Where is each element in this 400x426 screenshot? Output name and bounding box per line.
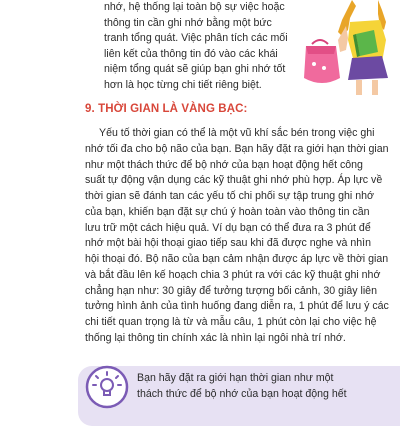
body-line: suất tự động vận dụng các kỹ thuật ghi nhớ phù hợp. Áp lực về xyxy=(85,174,383,187)
section-heading: 9. THỜI GIAN LÀ VÀNG BẠC: xyxy=(85,103,248,115)
body-line: nhớ tối đa cho bộ não của bạn. Bạn hãy đặt ra giới hạn thời gian xyxy=(85,142,389,155)
lightbulb-icon xyxy=(84,364,130,410)
body-line: thống lại thông tin chính xác là nhìn lại ngôi nhà trí nhớ. xyxy=(85,331,346,344)
intro-line: thông tin cần ghi nhớ bằng một bức xyxy=(104,16,272,29)
callout-line: thách thức để bộ nhớ của bạn hoạt động hết xyxy=(137,387,347,400)
body-line: chẳng hạn như: 30 giây để tưởng tượng bối cảnh, 30 giây liên xyxy=(85,284,377,297)
intro-paragraph xyxy=(104,0,294,94)
intro-line: nhớ, hệ thống lại toàn bộ sự việc hoặc xyxy=(104,1,285,13)
callout-line: Bạn hãy đặt ra giới hạn thời gian như một xyxy=(137,372,334,384)
body-line: Yếu tố thời gian có thể là một vũ khí sắc bén trong việc ghi xyxy=(99,127,375,139)
student-girl-illustration xyxy=(290,0,400,95)
body-line: của bạn, khiến bạn đặt sự chú ý hoàn toàn vào thông tin cần xyxy=(85,205,370,218)
body-line: nhớ một bài hội thoại giao tiếp sau khi đã được nghe và nhìn xyxy=(85,237,372,250)
body-line: và bắt đầu lên kế hoạch chia 3 phút ra với các kỹ thuật ghi nhớ xyxy=(85,268,381,281)
intro-line: tranh tổng quát. Việc phân tích các mối xyxy=(104,32,288,45)
body-line: thời gian sẽ đánh tan các yếu tố chi phối sự tập trung ghi nhớ xyxy=(85,190,374,202)
section-body xyxy=(85,126,389,347)
body-line: chi tiết quan trọng là từ và mẫu câu, 1 phút còn lại cho việc hệ xyxy=(85,316,377,328)
intro-line: hơn là học từng chi tiết riêng biệt. xyxy=(104,78,262,91)
body-line: như một thách thức để bộ nhớ của bạn hoạt động hết công xyxy=(85,158,363,171)
intro-line: liên kết của thông tin đó vào các khái xyxy=(104,47,278,60)
body-line: lưu trữ một cách hiệu quả. Ví dụ bạn có thể đưa ra 3 phút để xyxy=(85,221,371,234)
body-line: tưởng hình ảnh của tình huống đang diễn ra, 1 phút để lưu ý các xyxy=(85,300,389,313)
tip-callout-text xyxy=(137,371,397,402)
body-line: hội thoại đó. Bộ não của bạn cảm nhận được áp lực về thời gian xyxy=(85,253,389,265)
intro-line: niệm tổng quát sẽ giúp bạn ghi nhớ tốt xyxy=(104,63,286,76)
